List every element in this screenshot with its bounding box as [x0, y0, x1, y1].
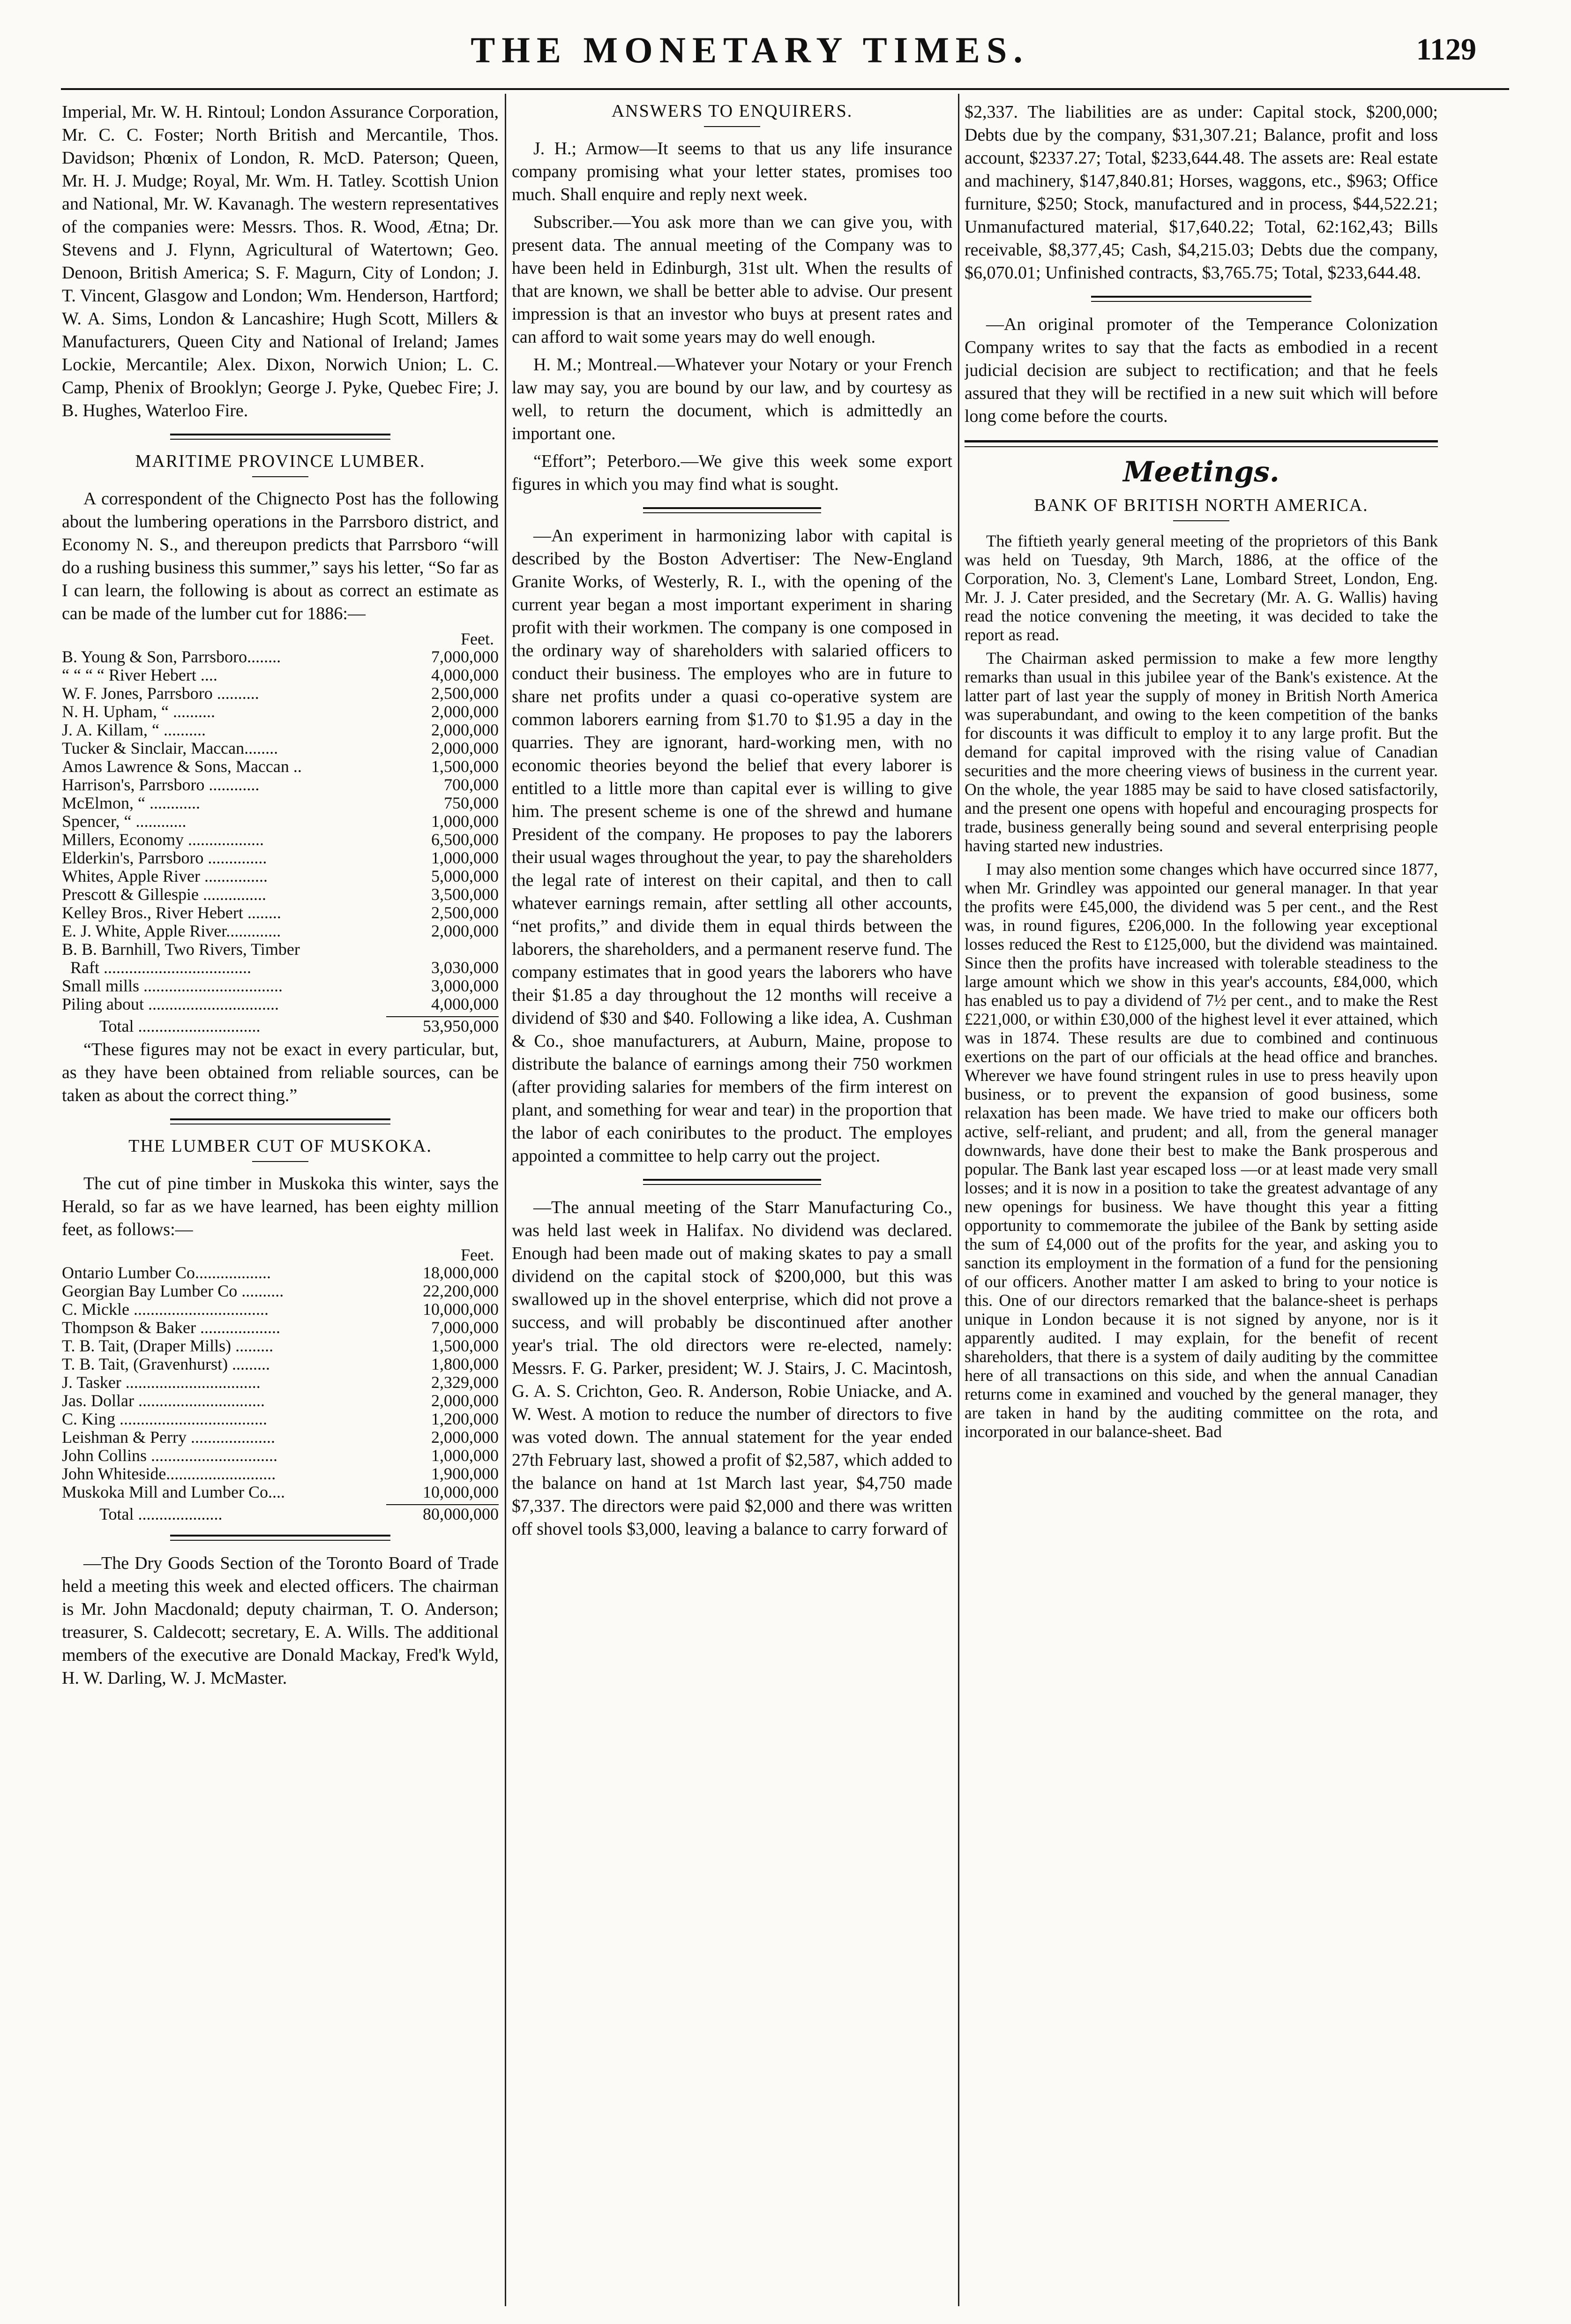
mill-name: Elderkin's, Parrsboro .............. [62, 849, 267, 867]
feet-value: 2,000,000 [431, 739, 499, 757]
feet-value: 1,500,000 [431, 1336, 499, 1355]
answer-paragraph: Subscriber.—You ask more than we can give you, with present data. The annual meeting of the Company was to have been held in Edinburgh, 31st ult. When the results of that are known, we shall be better able to advise. Our present impression is that an investor who buys at present rates and can afford to wait some years may do well enough. [512, 212, 952, 347]
table-row [62, 1355, 499, 1373]
heading-rule [252, 476, 308, 477]
feet-value: 700,000 [444, 775, 499, 794]
mill-name: Raft ................................... [62, 959, 251, 977]
column-3 [965, 101, 1438, 2299]
table-row [62, 904, 499, 922]
table-row [62, 1392, 499, 1410]
table-row [62, 812, 499, 831]
table-row [62, 684, 499, 703]
mill-name: Amos Lawrence & Sons, Maccan .. [62, 757, 302, 776]
table-row [62, 940, 499, 959]
labor-capital-article: —An experiment in harmonizing labor with capital is described by the Boston Advertiser: The New-England Granite Works, of Westerly, R. I., with the opening of the current year began a most important experiment in sharing profit with their workmen. The company is one composed in the ordinary way of shareholders with salaried officers to conduct their business. The employes who are in future to share net profits under a quasi co-operative system are common laborers earning from $1.70 to $1.95 a day in the quarries. They are ignorant, hard-working men, with no economic theories beyond the belief that every laborer is entitled to a little more than capital ever is willing to give him. The present scheme is one of the shrewd and humane President of the company. He proposes to pay the laborers their usual wages throughout the year, to pay the shareholders the legal rate of interest on their capital, and then to call whatever earnings remain, after settling all other accounts, “net profits,” and divide them in equal thirds between the laborers, the shareholders, and a permanent reserve fund. The company estimates that in good years the laborers who have their $1.85 a day throughout the 12 months will receive a dividend of $30 and $40. Following a like idea, A. Cushman & Co., shoe manufacturers, at Auburn, Maine, propose to distribute the balance of earnings among their 750 workmen (after providing salaries for members of the firm interest on plant, and something for wear and tear) in the proportion that the labor of each coniributes to the product. The employes appointed a committee to help carry out the project. [512, 526, 952, 1166]
mill-name: W. F. Jones, Parrsboro .......... [62, 684, 259, 703]
mill-name: C. King ................................... [62, 1410, 268, 1428]
table-row [62, 1264, 499, 1282]
table-row [62, 776, 499, 794]
mill-name: J. Tasker ................................ [62, 1373, 261, 1392]
feet-value: 18,000,000 [423, 1263, 499, 1282]
feet-value: 2,000,000 [431, 720, 499, 739]
heading-rule [1173, 520, 1229, 521]
table-row [62, 1282, 499, 1300]
mill-name: Harrison's, Parrsboro ............ [62, 776, 260, 794]
bank-report-paragraph: The fiftieth yearly general meeting of the proprietors of this Bank was held on Tuesday, 9th March, 1886, at the office of the Corporation, No. 3, Clement's Lane, Lombard Street, London, Eng. Mr. J. J. Cater presided, and the Secretary (Mr. A. G. Wallis) having read the notice convening the meeting, it was decided to take the report as read. [965, 532, 1438, 644]
table-row [62, 977, 499, 995]
muskoka-lumber-intro: The cut of pine timber in Muskoka this winter, says the Herald, so far as we have learned, has been eighty million feet, as follows:— [62, 1174, 499, 1239]
mill-name: J. A. Killam, “ .......... [62, 721, 206, 739]
table-row [62, 867, 499, 885]
maritime-lumber-table [62, 648, 499, 1013]
section-divider [170, 1535, 390, 1541]
column-divider [505, 94, 506, 2306]
table-row [62, 1447, 499, 1465]
feet-value: 1,000,000 [431, 848, 499, 867]
table-row [62, 1428, 499, 1447]
feet-value: 2,000,000 [431, 1391, 499, 1410]
mill-name: Small mills ................................. [62, 977, 283, 995]
column-2 [512, 101, 952, 2299]
table-row [62, 1337, 499, 1355]
meetings-heading: Meetings. [1123, 456, 1279, 488]
mill-name: Leishman & Perry .................... [62, 1428, 275, 1447]
mill-name: Jas. Dollar .............................. [62, 1392, 265, 1410]
section-divider [170, 434, 390, 440]
feet-value: 3,030,000 [431, 958, 499, 977]
mill-name: John Collins .............................. [62, 1447, 278, 1465]
feet-value: 2,000,000 [431, 702, 499, 721]
mill-name: Piling about ............................... [62, 995, 279, 1013]
maritime-lumber-heading: MARITIME PROVINCE LUMBER. [135, 451, 426, 471]
feet-value: 22,200,000 [423, 1282, 499, 1300]
mill-name: Georgian Bay Lumber Co .......... [62, 1282, 284, 1300]
feet-value: 3,500,000 [431, 885, 499, 904]
table-row [62, 922, 499, 940]
table-row [62, 1300, 499, 1319]
feet-value: 3,000,000 [431, 976, 499, 995]
mill-name: Ontario Lumber Co.................. [62, 1264, 271, 1282]
table-row [62, 794, 499, 812]
mill-name: C. Mickle ................................ [62, 1300, 269, 1319]
dry-goods-section-text: —The Dry Goods Section of the Toronto Board of Trade held a meeting this week and elected officers. The chairman is Mr. John Macdonald; deputy chairman, T. O. Anderson; treasurer, S. Caldecott; secretary, E. A. Wills. The additional members of the executive are Donald Mackay, Fred'k Wyld, H. W. Darling, W. J. McMaster. [62, 1553, 499, 1688]
mill-name: Millers, Economy .................. [62, 831, 264, 849]
starr-manufacturing-article: —The annual meeting of the Starr Manufacturing Co., was held last week in Halifax. No dividend was declared. Enough had been made out of making skates to pay a small dividend on the capital stock of $200,000, but this was swallowed up in the shovel enterprise, which did not prove a success, and will probably be discontinued after another year's trial. The old directors were re-elected, namely: Messrs. F. G. Parker, president; W. J. Stairs, J. C. Macintosh, G. A. S. Crichton, Geo. R. Anderson, Robie Uniacke, and A. W. West. A motion to reduce the number of directors to five was voted down. The annual statement for the year ended 27th February last, showed a profit of $2,587, which added to the balance on hand at 1st March last year, $4,750 made $7,337. The directors were paid $2,000 and there was written off shovel tools $3,000, leaving a balance to carry forward of [512, 1198, 952, 1539]
muskoka-lumber-table [62, 1264, 499, 1501]
mill-name: E. J. White, Apple River............. [62, 922, 281, 940]
table-row [62, 1373, 499, 1392]
feet-value: 7,000,000 [431, 647, 499, 666]
mill-name: Thompson & Baker ................... [62, 1319, 280, 1337]
masthead [94, 29, 1476, 85]
feet-unit-label: Feet. [461, 1245, 494, 1264]
section-divider [643, 507, 821, 513]
table-row [62, 1483, 499, 1501]
muskoka-lumber-heading: THE LUMBER CUT OF MUSKOKA. [128, 1136, 432, 1156]
table-row [62, 703, 499, 721]
heading-rule [252, 1161, 308, 1162]
table-row [62, 1319, 499, 1337]
mill-name: N. H. Upham, “ .......... [62, 703, 215, 721]
mill-name: Whites, Apple River ............... [62, 867, 268, 885]
feet-value: 2,000,000 [431, 922, 499, 940]
feet-value: 1,900,000 [431, 1464, 499, 1483]
mill-name: T. B. Tait, (Gravenhurst) ......... [62, 1355, 270, 1373]
maritime-lumber-closing: “These figures may not be exact in every particular, but, as they have been obtained from reliable sources, can be taken as about the correct thing.” [62, 1040, 499, 1105]
bank-report-paragraph: I may also mention some changes which have occurred since 1877, when Mr. Grindley was appointed our general manager. In that year the profits were £45,000, the dividend was 5 per cent., and the Rest was, in round figures, £206,000. In the following year exceptional losses reduced the Rest to £125,000, but the dividend was maintained. Since then the profits have increased with tolerable steadiness to the large amount which we show in this year's accounts, £84,000, which has enabled us to pay a dividend of 7½ per cent., and to make the Rest £221,000, or within £30,000 of the highest level it ever attained, which was in 1874. These results are due to combined and continuous exertions on the part of our officials at the head office and branches. Wherever we have found stringent rules in use to press heavily upon business, or to prevent the expansion of good business, some relaxation has been made. We have tried to make our officers both active, self-reliant, and prudent; and all, from the general manager downwards, have done their best to make the Bank prosperous and popular. The Bank last year escaped loss —or at least made very small losses; and it is now in a position to take the greatest advantage of any new openings for business. We have thought this year a fitting opportunity to commemorate the jubilee of the Bank by setting aside the sum of £4,000 out of the profits for the year, and asking you to sanction its employment in the formation of a fund for the pensioning of our officers. Another matter I am asked to bring to your notice is this. One of our directors remarked that the balance-sheet is perhaps unique in London because it is not signed by anyone, nor is it apparently audited. I may explain, for the benefit of recent shareholders, that there is a system of daily auditing by the committee here of all transactions on this side, and when the annual Canadian returns come in examined and vouched by the general manager, they are taken in hand by the auditing committee on the rota, and incorporated in our balance-sheet. Bad [965, 860, 1438, 1441]
mill-name: Tucker & Sinclair, Maccan........ [62, 739, 278, 757]
total-value: 80,000,000 [423, 1505, 499, 1523]
feet-value: 1,800,000 [431, 1355, 499, 1373]
mill-name: McElmon, “ ............ [62, 794, 200, 812]
feet-value: 6,500,000 [431, 830, 499, 849]
temperance-colonization-note: —An original promoter of the Temperance Colonization Company writes to say that the facts as embodied in a recent judicial decision are subject to rectification; and that he feels assured that they will be rectified in a new suit which will before long come before the courts. [965, 315, 1438, 426]
feet-value: 1,000,000 [431, 1446, 499, 1465]
feet-value: 5,000,000 [431, 867, 499, 885]
feet-value: 4,000,000 [431, 666, 499, 684]
feet-value: 10,000,000 [423, 1483, 499, 1501]
section-divider [965, 440, 1438, 447]
feet-value: 750,000 [444, 794, 499, 812]
column-1 [62, 101, 499, 2299]
heading-rule [704, 126, 760, 127]
table-row [62, 1410, 499, 1428]
mill-name: John Whiteside.......................... [62, 1465, 276, 1483]
answers-heading: ANSWERS TO ENQUIRERS. [611, 101, 853, 121]
answer-paragraph: “Effort”; Peterboro.—We give this week some export figures in which you may find what is sought. [512, 451, 952, 494]
starr-article-continued: $2,337. The liabilities are as under: Capital stock, $200,000; Debts due by the company, $31,307.21; Balance, profit and loss account, $2337.27; Total, $233,644.48. The assets are: Real estate and machinery, $147,840.81; Horses, waggons, etc., $963; Office furniture, $250; Stock, manufactured and in process, $44,522.21; Unmanufactured material, $17,640.22; Total, 62:162,43; Bills receivable, $8,377,45; Cash, $4,215.03; Debts due the company, $6,070.01; Unfinished contracts, $3,765.75; Total, $233,644.48. [965, 102, 1438, 283]
table-row [62, 1465, 499, 1483]
feet-value: 1,200,000 [431, 1409, 499, 1428]
feet-value: 2,000,000 [431, 1428, 499, 1447]
mill-name: Muskoka Mill and Lumber Co.... [62, 1483, 285, 1501]
bank-report-paragraph: The Chairman asked permission to make a few more lengthy remarks than usual in this jubilee year of the Bank's existence. At the latter part of last year the supply of money in British North America was superabundant, and owing to the keen competition of the banks for discounts it was difficult to employ it to any large profit. But the demand for capital improved with the rising value of Canadian securities and the more cheering views of business in the current year. On the whole, the year 1885 may be said to have closed satisfactorily, and the present one opens with hopeful and encouraging prospects for trade, business generally being sound and several enterprising people having started new industries. [965, 649, 1438, 855]
header-rule [61, 88, 1509, 90]
mill-name: “ “ “ “ River Hebert .... [62, 666, 217, 684]
muskoka-total [62, 1505, 499, 1523]
table-row [62, 757, 499, 776]
total-value: 53,950,000 [423, 1017, 499, 1035]
total-label: Total ............................. [99, 1017, 261, 1035]
table-row [62, 849, 499, 867]
bank-heading: BANK OF BRITISH NORTH AMERICA. [1034, 495, 1369, 515]
table-row [62, 648, 499, 666]
publication-title: THE MONETARY TIMES. [471, 30, 1029, 70]
table-row [62, 666, 499, 684]
mill-name: Prescott & Gillespie ............... [62, 885, 266, 904]
feet-value: 10,000,000 [423, 1300, 499, 1319]
feet-value: 2,329,000 [431, 1373, 499, 1392]
table-row [62, 721, 499, 739]
total-label: Total .................... [99, 1505, 223, 1523]
mill-name: B. B. Barnhill, Two Rivers, Timber [62, 940, 300, 959]
feet-value: 1,000,000 [431, 812, 499, 831]
section-divider [170, 1118, 390, 1125]
insurance-representatives-text: Imperial, Mr. W. H. Rintoul; London Assurance Corporation, Mr. C. C. Foster; North British and Mercantile, Thos. Davidson; Phœnix of London, R. McD. Paterson; Queen, Mr. H. J. Mudge; Royal, Mr. Wm. H. Tatley. Scottish Union and National, Mr. W. Kavanagh. The western representatives of the companies were: Messrs. Thos. R. Wood, Ætna; Dr. Stevens and J. Flynn, Agricultural of Watertown; Geo. Denoon, British America; S. F. Magurn, City of London; J. T. Vincent, Glasgow and London; Wm. Henderson, Hartford; W. A. Sims, London & Lancashire; Hugh Scott, Millers & Manufacturers, Queen City and National of Ireland; James Lockie, Mercantile; Alex. Dixon, Norwich Union; L. C. Camp, Phenix of Brooklyn; George J. Pyke, Quebec Fire; J. B. Hughes, Waterloo Fire. [62, 102, 499, 420]
mill-name: Kelley Bros., River Hebert ........ [62, 904, 281, 922]
table-row [62, 831, 499, 849]
table-row [62, 885, 499, 904]
table-row [62, 739, 499, 757]
feet-unit-label: Feet. [461, 630, 494, 648]
feet-value: 1,500,000 [431, 757, 499, 776]
mill-name: B. Young & Son, Parrsboro........ [62, 648, 281, 666]
feet-value: 2,500,000 [431, 903, 499, 922]
section-divider [1091, 296, 1311, 302]
answer-paragraph: J. H.; Armow—It seems to that us any life insurance company promising what your letter states, promises too much. Shall enquire and reply next week. [512, 139, 952, 204]
feet-value: 7,000,000 [431, 1318, 499, 1337]
maritime-lumber-intro: A correspondent of the Chignecto Post has the following about the lumbering operations in the Parrsboro district, and Economy N. S., and thereupon predicts that Parrsboro “will do a rushing business this summer,” says his letter, “So far as I can learn, the following is about as correct an estimate as can be made of the lumber cut for 1886:— [62, 489, 499, 623]
maritime-total [62, 1017, 499, 1035]
feet-value [405, 940, 499, 959]
feet-value: 2,500,000 [431, 684, 499, 703]
table-row [62, 959, 499, 977]
page-number: 1129 [1416, 32, 1476, 67]
section-divider [643, 1179, 821, 1185]
mill-name: T. B. Tait, (Draper Mills) ......... [62, 1337, 274, 1355]
mill-name: Spencer, “ ............ [62, 812, 187, 831]
column-divider [958, 94, 959, 2306]
table-row [62, 995, 499, 1013]
feet-value: 4,000,000 [431, 995, 499, 1013]
answer-paragraph: H. M.; Montreal.—Whatever your Notary or your French law may say, you are bound by our law, and by courtesy as well, to return the document, which is admittedly an important one. [512, 355, 952, 443]
